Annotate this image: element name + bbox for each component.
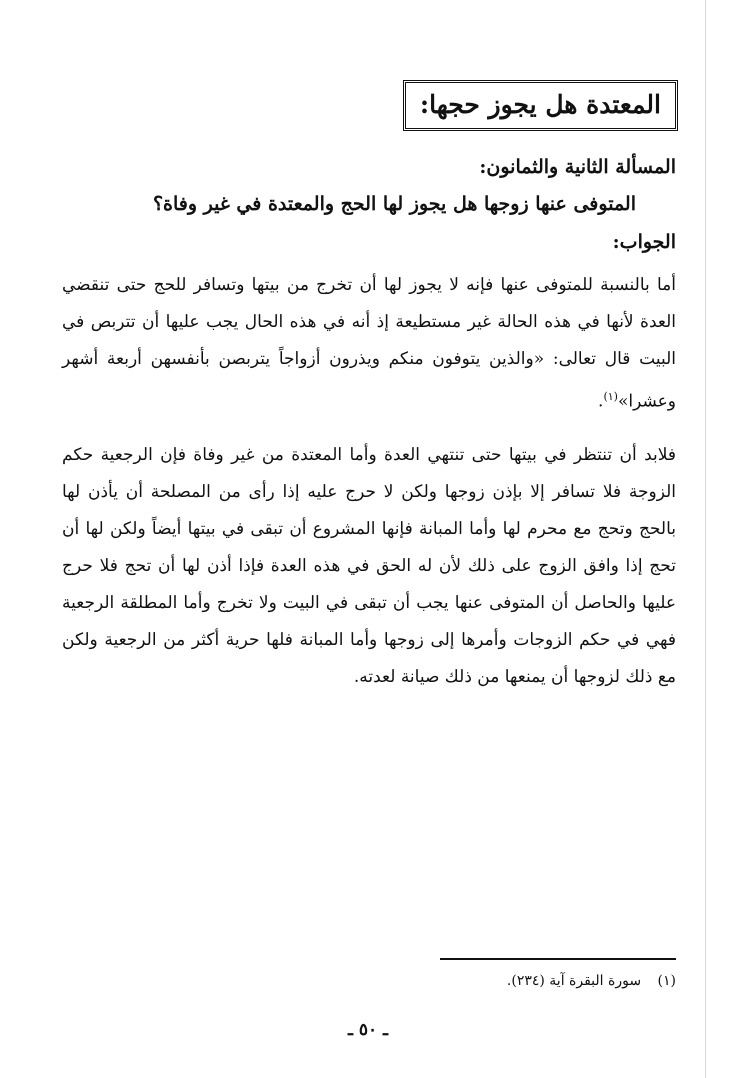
answer-paragraph-2: فلابد أن تنتظر في بيتها حتى تنتهي العدة وأما المعتدة من غير وفاة فإن الرجعية حكم الزوجة فلا تسافر إلا بإذن زوجها ولكن لا حرج عليه إذا رأى من المصلحة أن يأذن لها بالحج وتحج مع محرم لها وأما المبانة فإنها المشروع أن تبقى في بيتها أيضاً ولكن لها أن تحج إذا وافق الزوج على ذلك لأن له الحق في هذه العدة فإذا أذن لها أن تحج فلا حرج عليها والحاصل أن المتوفى عنها يجب أن تبقى في البيت ولا تخرج وأما المطلقة الرجعية فهي في حكم الزوجات وأمرها إلى زوجها وأما المبانة فلها حرية أكثر من الرجعية ولكن مع ذلك لزوجها أن يمنعها من ذلك صيانة لعدته.	[62, 445, 676, 688]
question-text: المتوفى عنها زوجها هل يجوز لها الحج والمعتدة في غير وفاة؟	[152, 192, 636, 215]
footnote-text: سورة البقرة آية (٢٣٤).	[506, 973, 642, 989]
document-page	[62, 80, 676, 713]
footnote	[440, 968, 676, 994]
page-number: ـ ٥٠ ـ	[347, 1020, 389, 1040]
footnote-marker: (١)	[603, 389, 618, 403]
answer-paragraph-1: أما بالنسبة للمتوفى عنها فإنه لا يجوز لها أن تخرج من بيتها وتسافر للحج حتى تنقضي العدة لأنها في هذه الحالة غير مستطيعة إذ أنه في هذه الحال يجب عليها أن تتربص في البيت قال تعالى: «والذين يتوفون منكم ويذرون أزواجاً يتربصن بأنفسهن أربعة أشهر وعشرا»$^{(١)}$.	[62, 274, 676, 412]
section-title: المعتدة هل يجوز حجها:	[403, 80, 678, 131]
footnote-separator	[440, 958, 676, 960]
footnote-number: (١)	[657, 973, 676, 989]
issue-heading: المسألة الثانية والثمانون:	[479, 156, 676, 178]
paragraph-1-text: أما بالنسبة للمتوفى عنها فإنه لا يجوز لها أن تخرج من بيتها وتسافر للحج حتى تنقضي العدة لأنها في هذه الحالة غير مستطيعة إذ أنه في هذه الحال يجب عليها أن تتربص في البيت قال تعالى: «والذين يتوفون منكم ويذرون أزواجاً يتربصن بأنفسهن أربعة أشهر وعشرا»	[62, 274, 676, 412]
page-edge-line	[705, 0, 706, 1078]
answer-label: الجواب:	[612, 231, 676, 253]
